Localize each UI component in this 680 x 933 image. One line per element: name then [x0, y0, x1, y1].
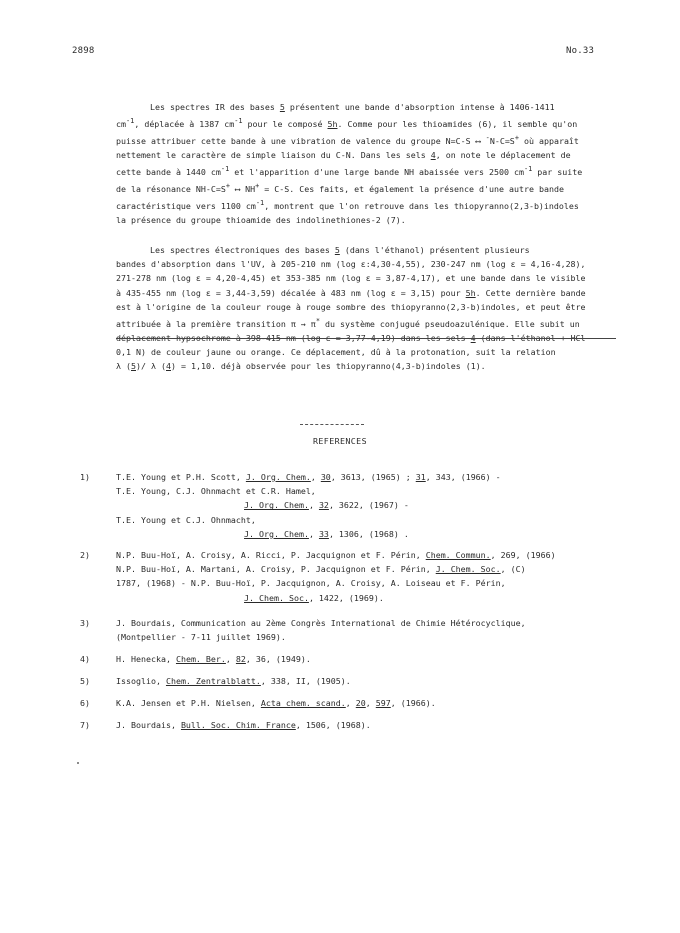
compound-ref: 5: [131, 361, 136, 372]
volume: 31: [415, 472, 426, 482]
compound-ref: 4: [470, 332, 476, 343]
section-divider: [300, 424, 364, 425]
speck-mark: [77, 762, 79, 764]
struck-through-line: déplacement hypsochrome à 398-415 nm (log ε = 3,77-4,19) dans les sels 4 (dans l'éthanol + HCl: [116, 331, 616, 345]
volume: 30: [320, 472, 331, 482]
resonance-arrow-icon: ⟷: [235, 184, 241, 195]
volume: 20: [355, 698, 366, 708]
journal-name: J. Org. Chem.: [245, 472, 311, 482]
compound-ref: 5h: [465, 287, 476, 298]
compound-ref: 4: [430, 150, 436, 161]
volume: 82: [235, 654, 246, 664]
compound-ref: 5: [279, 102, 285, 112]
volume: 33: [318, 528, 329, 539]
journal-name: Chem. Zentralblatt.: [165, 676, 261, 686]
journal-name: Acta chem. scand.: [260, 698, 346, 708]
page-ref: 597: [375, 698, 391, 708]
journal-name: J. Org. Chem.: [244, 500, 309, 511]
volume: 32: [318, 500, 329, 511]
journal-name: Chem. Ber.: [175, 654, 226, 664]
journal-name: Chem. Commun.: [425, 550, 491, 560]
issue-number: No.33: [566, 46, 595, 56]
page-number: 2898: [72, 46, 95, 56]
paragraph-ir-spectra: Les spectres IR des bases 5 présentent une bande d'absorption intense à 1406-1411 $cm^{-1}$, déplacée à 1387 $cm^{-1}$ pour le composé 5h. Comme pour les thioamides (6), il semble qu'on puisse attribuer cette bande à une vibration de valence du groupe N=C-S ⟷ -N-C=S+ où apparaît nettement le caractère de simple liaison du C-N. Dans les sels 4, on note le déplacement de cette bande à 1440 $cm^{-1}$ et l'apparition d'une large bande NH abaissée vers 2500 $cm^{-1}$ par suite de la résonance NH-C=S+ ⟷ NH+ = C-S. Ces faits, et également la présence d'une autre bande caractéristique vers 1100 $cm^{-1}$, montrent que l'on retrouve dans les thiopyranno(2,3-b)indoles la présence du groupe thioamide des indolinethiones-2 (7).: [116, 102, 583, 226]
compound-ref: 5: [334, 245, 340, 255]
paragraph-electronic-spectra: Les spectres électroniques des bases 5 (dans l'éthanol) présentent plusieurs bandes d'absorption dans l'UV, à 205-210 nm (log ε:4,30-4,55), 230-247 nm (log ε = 4,16-4,28), 271-278 nm (log ε = 4,20-4,45) et 353-385 nm (log ε = 3,87-4,17), et une bande dans le visible à 435-455 nm (log ε = 3,44-3,59) décalée à 483 nm (log ε = 3,15) pour 5h. Cette dernière bande est à l'origine de la couleur rouge à rouge sombre des thiopyranno(2,3-b)indoles, et peut être attribuée à la première transition π → π* du système conjugué pseudoazulénique. Elle subit un déplacement hypsochrome à 398-415 nm (log ε = 3,77-4,19) dans les sels 4 (dans l'éthanol + HCl 0,1 N) de couleur jaune ou orange. Ce déplacement, dû à la protonation, suit la relation λ (5)/ λ (4) = 1,10. déjà observée pour les thiopyranno(4,3-b)indoles (1).: [116, 243, 616, 374]
compound-ref: 5h: [327, 118, 338, 129]
resonance-arrow-icon: ⟷: [475, 135, 481, 146]
journal-name: J. Chem. Soc.: [435, 564, 501, 575]
journal-name: Bull. Soc. Chim. France: [180, 720, 296, 730]
references-heading: REFERENCES: [313, 436, 367, 446]
journal-name: J. Chem. Soc.: [244, 592, 309, 603]
document-page: 2898 No.33 Les spectres IR des bases 5 présentent une bande d'absorption intense à 1406-1411 $cm^{-1}$, déplacée à 1387 $cm^{-1}$ pour le composé 5h. Comme pour les thioamides (6), il semble qu'on puisse attribuer cette bande à une vibration de valence du groupe N=C-S ⟷ -N-C=S+ où apparaît nettement le caractère de simple liaison du C-N. Dans les sels 4, on note le déplacement de cette bande à 1440 $cm^{-1}$ et l'apparition d'une large bande NH abaissée vers 2500 $cm^{-1}$ par suite de la résonance NH-C=S+ ⟷ NH+ = C-S. Ces faits, et également la présence d'une autre bande caractéristique vers 1100 $cm^{-1}$, montrent que l'on retrouve dans les thiopyranno(2,3-b)indoles la présence du groupe thioamide des indolinethiones-2 (7). Les spectres électroniques des bases 5 (dans l'éthanol) présentent plusieurs bandes d'absorption dans l'UV, à 205-210 nm (log ε:4,30-4,55), 230-247 nm (log ε = 4,16-4,28), 271-278 nm (log ε = 4,20-4,45) et 353-385 nm (log ε = 3,87-4,17), et une bande dans le visible à 435-455 nm (log ε = 3,44-3,59) décalée à 483 nm (log ε = 3,15) pour 5h. Cette dernière bande est à l'origine de la couleur rouge à rouge sombre des thiopyranno(2,3-b)indoles, et peut être attribuée à la première transition π → π* du système conjugué pseudoazulénique. Elle subit un déplacement hypsochrome à 398-415 nm (log ε = 3,77-4,19) dans les sels 4 (dans l'éthanol + HCl 0,1 N) de couleur jaune ou orange. Ce déplacement, dû à la protonation, suit la relation λ (5)/ λ (4) = 1,10. déjà observée pour les thiopyranno(4,3-b)indoles (1). REFERENCES 1) T.E. Young et P.H. Scott, J. Org. Chem., 30, 3613, (1965) ; 31, 343, (1966) - T.E. Young, C.J. Ohnmacht et C.R. Hamel, J. Org. Chem., 32, 3622, (1967) - T.E. Young et C.J. Ohnmacht, J. Org. Chem., 33, 1306, (1968) . 2) N.P. Buu-Hoï, A. Croisy, A. Ricci, P. Jacquignon et F. Périn, Chem. Commun., 269, (1966) N.P. Buu-Hoï, A. Martani, A. Croisy, P. Jacquignon et F. Périn, J. Chem. Soc., (C) 1787, (1968) - N.P. Buu-Hoï, P. Jacquignon, A. Croisy, A. Loiseau et F. Périn, J. Chem. Soc., 1422, (1969). 3) J. Bourdais, Communication au 2ème Congrès International de Chimie Hétérocyclique, (Montpellier - 7-11 juillet 1969). 4) H. Henecka, Chem. Ber., 82, 36, (1949). 5) Issoglio, Chem. Zentralblatt., 338, II, (1905). 6) K.A. Jensen et P.H. Nielsen, Acta chem. scand., 20, 597, (1966). 7) J. Bourdais, Bull. Soc. Chim. France, 1506, (1968).: [0, 0, 680, 933]
compound-ref: 4: [165, 361, 171, 372]
journal-name: J. Org. Chem.: [244, 528, 309, 539]
